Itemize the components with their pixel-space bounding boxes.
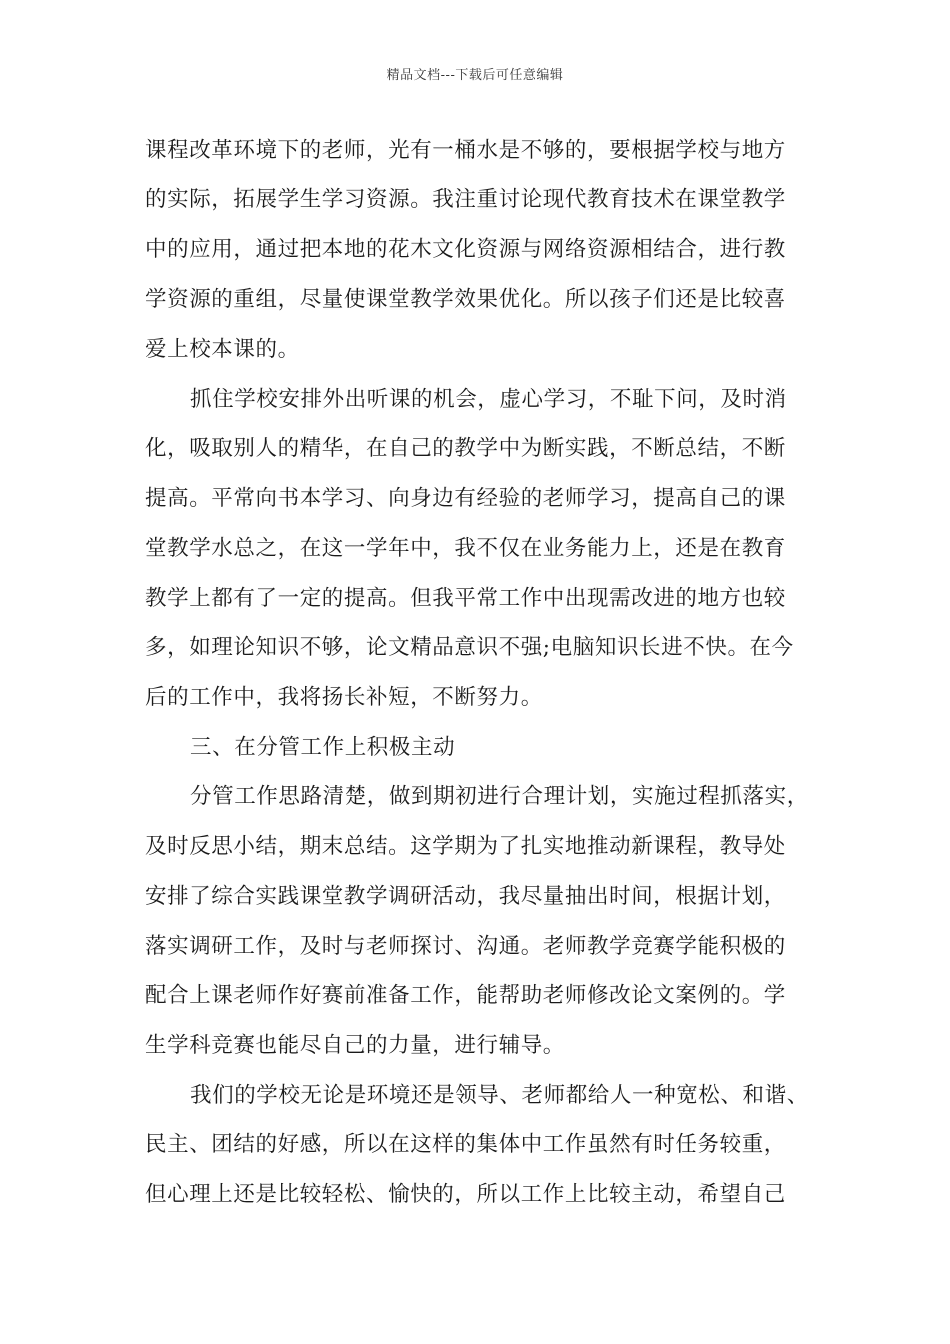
- body-line: 提高。平常向书本学习、向身边有经验的老师学习，提高自己的课: [145, 486, 786, 511]
- body-line: 堂教学水总之，在这一学年中，我不仅在业务能力上，还是在教育: [145, 536, 786, 561]
- body-line: 我们的学校无论是环境还是领导、老师都给人一种宽松、和谐、: [190, 1083, 809, 1108]
- body-line: 及时反思小结，期末总结。这学期为了扎实地推动新课程，教导处: [145, 834, 786, 859]
- body-line: 安排了综合实践课堂教学调研活动，我尽量抽出时间，根据计划，: [145, 884, 786, 909]
- body-line: 中的应用，通过把本地的花木文化资源与网络资源相结合，进行教: [145, 237, 786, 262]
- body-line: 落实调研工作，及时与老师探讨、沟通。老师教学竞赛学能积极的: [145, 934, 786, 959]
- body-line: 化，吸取别人的精华，在自己的教学中为断实践，不断总结，不断: [145, 436, 786, 461]
- body-line: 但心理上还是比较轻松、愉快的，所以工作上比较主动，希望自己: [145, 1182, 786, 1207]
- page-header: 精品文档---下载后可任意编辑: [386, 68, 564, 83]
- body-line: 教学上都有了一定的提高。但我平常工作中出现需改进的地方也较: [145, 586, 786, 611]
- body-line: 的实际，拓展学生学习资源。我注重讨论现代教育技术在课堂教学: [145, 187, 786, 212]
- body-line: 后的工作中，我将扬长补短，不断努力。: [145, 685, 543, 710]
- body-line: 多，如理论知识不够，论文精品意识不强;电脑知识长进不快。在今: [145, 635, 794, 660]
- body-line: 学资源的重组，尽量使课堂教学效果优化。所以孩子们还是比较喜: [145, 287, 786, 312]
- section-heading: 三、在分管工作上积极主动: [190, 735, 456, 760]
- body-line: 抓住学校安排外出听课的机会，虚心学习，不耻下问，及时消: [190, 387, 787, 412]
- body-line: 课程改革环境下的老师，光有一桶水是不够的，要根据学校与地方: [145, 138, 786, 163]
- body-line: 爱上校本课的。: [145, 337, 300, 362]
- body-line: 生学科竞赛也能尽自己的力量，进行辅导。: [145, 1033, 565, 1058]
- body-line: 配合上课老师作好赛前准备工作，能帮助老师修改论文案例的。学: [145, 983, 786, 1008]
- body-line: 分管工作思路清楚，做到期初进行合理计划，实施过程抓落实，: [190, 784, 809, 809]
- body-line: 民主、团结的好感，所以在这样的集体中工作虽然有时任务较重，: [145, 1132, 786, 1157]
